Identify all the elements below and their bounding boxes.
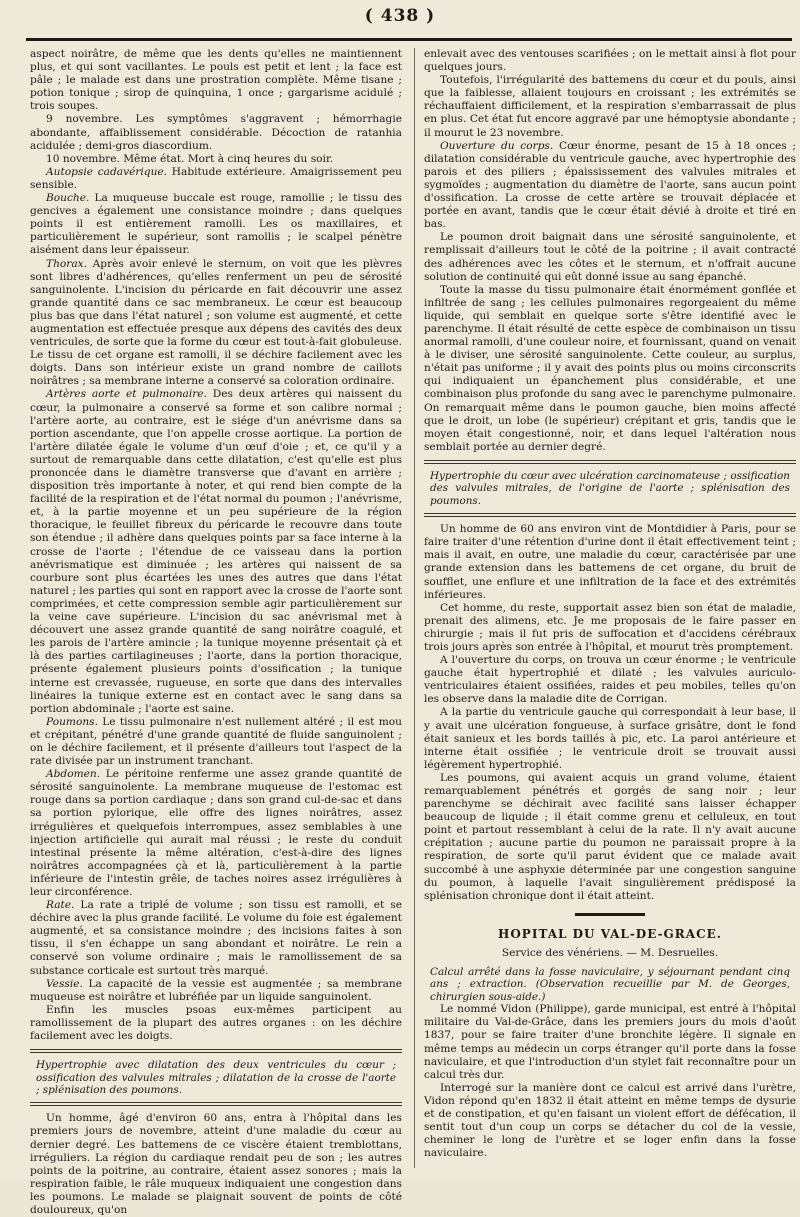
paragraph-text: Toute la masse du tissu pulmonaire était énormément gonflée et infiltrée de sang ; les cellules pulmonaires regorgeaient du même liquide, qui semblait en quelque sorte s'être identifié avec le parenchyme. Il était résulté de cette espèce de combinaison un tissu anormal ramolli, d'une couleur noire, et fournissant, quand on venait à le diviser, une sérosité sanguinolente. Cette couleur, au surplus, n'était pas uniforme ; il y avait des points plus ou moins circonscrits qui indiquaient un épanchement plus considérable, et une combinaison plus profonde du sang avec le parenchyme pulmonaire. On remarquait même dans le poumon gauche, bien moins affecté que le droit, un lobe (le supérieur) crépitant et gris, tandis que le moyen était congestionné, noir, et dans lequel l'altération nous semblait portée au dernier degré. — [424, 283, 796, 453]
paragraph-text: Les poumons, qui avaient acquis un grand volume, étaient remarquablement pénétrés et gorgés de sang noir ; leur parenchyme se déchirait avec facilité sans laisser échapper beaucoup de liquide ; il était comme grenu et celluleux, en tout point et partout ressemblant à celui de la rate. Il n'y avait aucune crépitation ; aucune partie du poumon ne paraissait propre à la respiration, de sorte qu'il parut évident que ce malade avait succombé à une asphyxie déterminée par une congestion sanguine du poumon, à laquelle l'avait singulièrement prédisposé la splénisation chronique dont il était atteint. — [424, 771, 796, 902]
paragraph — [30, 153, 402, 166]
paragraph — [30, 258, 402, 389]
page-number: ( 438 ) — [364, 6, 436, 26]
case-heading: Calcul arrêté dans la fosse naviculaire, y séjournant pendant cinq ans ; extraction. (Observation recueillie par M. de Georges, chirurgien sous-aide.) — [430, 966, 790, 1003]
paragraph — [30, 768, 402, 899]
paragraph-lead: Thorax. — [46, 257, 87, 270]
paragraph — [424, 231, 796, 283]
paragraph — [30, 1004, 402, 1043]
paragraph — [30, 166, 402, 192]
paragraph — [424, 48, 796, 74]
paragraph — [424, 654, 796, 706]
section-rule — [30, 1102, 402, 1106]
paragraph-text: Le péritoine renferme une assez grande quantité de sérosité sanguinolente. La membrane muqueuse de l'estomac est rouge dans sa portion cardiaque ; dans son grand cul-de-sac et dans sa portion pylorique, elle offre des lignes noirâtres, assez irrégulières et quelquefois interrompues, assez semblables à une injection artificielle qui aurait mal réussi ; le reste du conduit intestinal présente la même altération, c'est-à-dire des lignes noirâtres accompagnées çà et là, particulièrement à la partie inférieure de l'intestin grêle, de taches noires assez irrégulières à leur circonférence. — [30, 768, 402, 898]
paragraph-text: Interrogé sur la manière dont ce calcul est arrivé dans l'urètre, Vidon répond qu'en 1832 il était atteint en même temps de dysurie et de constipation, et qu'en faisant un violent effort de défécation, il sentit tout d'un coup un corps se détacher du col de la vessie, cheminer le long de l'urètre et se loger enfin dans la fosse naviculaire. — [424, 1081, 796, 1160]
section-heading: Hypertrophie du cœur avec ulcération carcinomateuse ; ossification des valvules mitrales, de l'origine de l'aorte ; splénisation des poumons. — [430, 469, 790, 507]
paragraph — [30, 388, 402, 715]
case-paragraphs — [424, 1003, 796, 1160]
paragraph — [30, 192, 402, 257]
paragraph — [30, 899, 402, 978]
paragraph — [30, 113, 402, 152]
right-column — [424, 48, 796, 1172]
paragraph — [424, 706, 796, 771]
paragraph-text: Enfin les muscles psoas eux-mêmes participent au ramollissement de la plupart des autres organes : on les déchire facilement avec les doigts. — [30, 1003, 402, 1043]
paragraph-text: Cœur énorme, pesant de 15 à 18 onces ; dilatation considérable du ventricule gauche, avec hypertrophie des parois et des piliers ; épaississement des valvules mitrales et sygmoïdes ; augmentation du diamètre de l'aorte, sans aucun point d'ossification. La crosse de cette artère se trouvait déplacée et portée en avant, tandis que le cœur était dévié à droite et tiré en bas. — [424, 139, 796, 231]
paragraph-text: Le nommé Vidon (Philippe), garde municipal, est entré à l'hôpital militaire du Val-de-Grâce, dans les premiers jours du mois d'août 1837, pour se faire traiter d'une bronchite légère. Il signale en même temps au médecin un corps étranger qu'il porte dans la fosse naviculaire, et que l'introduction d'un stylet fait reconnaître pour un calcul très dur. — [424, 1003, 796, 1081]
paragraph — [424, 523, 796, 602]
paragraph-text: Toutefois, l'irrégularité des battemens du cœur et du pouls, ainsi que la faiblesse, allaient toujours en croissant ; les extrémités se réchauffaient difficilement, et la respiration s'embarrassait de plus en plus. Cet état fut encore aggravé par une hémoptysie abondante ; il mourut le 23 novembre. — [424, 74, 796, 139]
left-paragraphs — [30, 48, 402, 1043]
paragraph — [424, 602, 796, 654]
paragraph — [424, 284, 796, 454]
paragraph — [30, 1112, 402, 1217]
paragraph-text: Cet homme, du reste, supportait assez bien son état de maladie, prenait des alimens, etc. Je me proposais de le faire passer en chirurgie ; mais il fut pris de suffocation et d'accidens cérébraux trois jours après son entrée à l'hôpital, et mourut très promptement. — [424, 601, 796, 653]
paragraph-text: A la partie du ventricule gauche qui correspondait à leur base, il y avait une ulcération fongueuse, à surface grisâtre, dont le fond était sanieux et les bords taillés à pic, etc. La paroi antérieure et interne était ossifiée ; le ventricule droit se trouvait aussi légèrement hypertrophié. — [424, 706, 796, 771]
paragraph — [424, 772, 796, 903]
paragraph — [424, 74, 796, 139]
paragraph-lead: Vessie. — [46, 977, 83, 990]
paragraph — [30, 716, 402, 768]
service-line: Service des vénériens. — M. Desruelles. — [501, 946, 719, 959]
paragraph-text: La capacité de la vessie est augmentée ; sa membrane muqueuse est noirâtre et lubréfiée par un liquide sanguinolent. — [30, 977, 402, 1003]
right-paragraphs — [424, 48, 796, 454]
paragraph-lead: Artères aorte et pulmonaire. — [46, 388, 207, 401]
paragraph-lead: Abdomen. — [46, 768, 101, 781]
top-rule — [26, 38, 792, 41]
separator-rule — [575, 913, 645, 916]
paragraph-text: La muqueuse buccale est rouge, ramollie ; le tissu des gencives a également une consistance moindre ; dans quelques points il est entièrement ramolli. Les os maxillaires, et particulièrement le supérieur, sont ramollis ; le scalpel pénètre aisément dans leur épaisseur. — [30, 192, 402, 257]
paragraph-text: Un homme, âgé d'environ 60 ans, entra à l'hôpital dans les premiers jours de novembre, atteint d'une maladie du cœur au dernier degré. Les battemens de ce viscère étaient tremblottans, irréguliers. La région du cardiaque rendait peu de son ; les autres points de la poitrine, au contraire, étaient assez sonores ; mais la respiration faible, le râle muqueux indiquaient une congestion dans les poumons. Le malade se plaignait souvent de points de côté douloureux, qu'on — [30, 1112, 402, 1216]
paragraph-text: Des deux artères qui naissent du cœur, la pulmonaire a conservé sa forme et son calibre normal ; l'artère aorte, au contraire, est le siége d'un anévrisme dans sa portion ascendante, que l'on appelle crosse aortique. La portion de l'artère dilatée égale le volume d'un œuf d'oie ; et, ce qu'il y a surtout de remarquable dans cette dilatation, c'est qu'elle est plus prononcée dans le diamètre transverse que d'avant en arrière ; disposition très importante à noter, et qui rend bien compte de la facilité de la respiration et de l'état normal du poumon ; l'anévrisme, et, à la partie moyenne et un peu supérieure de la région thoracique, le feuillet fibreux du péricarde le recouvre dans toute son étendue ; il adhère dans quelques points par sa face interne à la crosse de l'aorte ; l'étendue de ce vaisseau dans la portion anévrismatique est diminuée ; les artères qui naissent de sa courbure sont plus écartées les unes des autres que dans l'état naturel ; les parties qui sont en rapport avec la crosse de l'aorte sont comprimées, et cette compression semble agir particulièrement sur la veine cave supérieure. L'incision du sac anévrismal met à découvert une assez grande quantité de sang noirâtre coagulé, et les parois de l'artère amincie ; la tunique moyenne présentait çà et là des parties cartilagineuses ; l'aorte, dans la portion thoracique, présente également plusieurs points d'ossification ; la tunique interne est crevassée, rugueuse, en sorte que dans des intervalles linéaires la tunique externe est en contact avec le sang dans sa portion abdominale ; l'aorte est saine. — [30, 388, 402, 715]
paragraph-text: Après avoir enlevé le sternum, on voit que les plèvres sont libres d'adhérences, qu'elles renferment un peu de sérosité sanguinolente. L'incision du péricarde en fait découvrir une assez grande quantité dans ce sac membraneux. Le cœur est beaucoup plus bas que dans l'état naturel ; son volume est augmenté, et cette augmentation est effectuée presque aux dépens des cavités des deux ventricules, de sorte que la forme du cœur est tout-à-fait globuleuse. Le tissu de cet organe est ramolli, il se déchire facilement avec les doigts. Dans son intérieur existe un grand nombre de caillots noirâtres ; sa membrane interne a conservé sa coloration ordinaire. — [30, 257, 402, 388]
section-heading: Hypertrophie avec dilatation des deux ventricules du cœur ; ossification des valvules mitrales ; dilatation de la crosse de l'aorte ; splénisation des poumons. — [36, 1059, 396, 1096]
section-rule — [30, 1049, 402, 1053]
column-divider — [414, 48, 415, 1168]
section-rule — [424, 513, 796, 517]
paragraph-lead: Autopsie cadavérique. — [46, 165, 168, 178]
hospital-title: HOPITAL DU VAL-DE-GRACE. — [498, 926, 722, 941]
paragraph — [424, 140, 796, 232]
paragraph-text: La rate a triplé de volume ; son tissu est ramolli, et se déchire avec la plus grande facilité. Le volume du foie est également augmenté, et sa consistance moindre ; des incisions faites à son tissu, il s'en échappe un sang abondant et noirâtre. Le rein a conservé son volume ordinaire ; mais le ramollissement de sa substance corticale est surtout très marqué. — [30, 899, 402, 977]
paragraph-text: 9 novembre. Les symptômes s'aggravent ; hémorrhagie abondante, affaiblissement considérable. Décoction de ratanhia acidulée ; demi-gros diascordium. — [30, 113, 402, 152]
paragraph-lead: Ouverture du corps. — [440, 139, 554, 152]
paragraph-text: Habitude extérieure. Amaigrissement peu sensible. — [30, 165, 402, 191]
paragraph — [30, 978, 402, 1004]
paragraph-lead: Rate. — [46, 899, 75, 912]
paragraph-text: A l'ouverture du corps, on trouva un cœur énorme ; le ventricule gauche était hypertrophié et dilaté ; les valvules auriculo-ventriculaires étaient ossifiées, raides et peu mobiles, telles qu'on les observe dans la maladie dite de Corrigan. — [424, 654, 796, 706]
paragraph-text: 10 novembre. Même état. Mort à cinq heures du soir. — [46, 152, 334, 165]
paragraph-text: Un homme de 60 ans environ vint de Montdidier à Paris, pour se faire traiter d'une rétention d'urine dont il était effectivement teint ; mais il avait, en outre, une maladie du cœur, caractérisée par une grande extension dans les battemens de cet organe, du bruit de soufflet, une enflure et une infiltration de la face et des extrémités inférieures. — [424, 523, 796, 601]
paragraph — [424, 1082, 796, 1161]
right-section-paragraphs — [424, 523, 796, 903]
paragraph-lead: Bouche. — [46, 192, 90, 205]
paragraph-text: Le tissu pulmonaire n'est nullement altéré ; il est mou et crépitant, pénétré d'une grande quantité de fluide sanguinolent ; on le déchire facilement, et il présente d'ailleurs tout l'aspect de la rate divisée par un instrument tranchant. — [30, 715, 402, 768]
paragraph-text: enlevait avec des ventouses scarifiées ; on le mettait ainsi à flot pour quelques jours. — [424, 48, 796, 74]
paragraph-text: Le poumon droit baignait dans une sérosité sanguinolente, et remplissait d'ailleurs tout le côté de la poitrine ; il avait contracté des adhérences avec les côtes et le sternum, et n'offrait aucune solution de continuité qui eût donné issue au sang épanché. — [424, 231, 796, 283]
paragraph-text: aspect noirâtre, de même que les dents qu'elles ne maintiennent plus, et qui sont vacillantes. Le pouls est petit et lent ; la face est pâle ; le malade est dans une prostration complète. Même tisane ; potion tonique ; sirop de quinquina, 1 once ; gargarisme acidulé ; trois soupes. — [30, 48, 402, 113]
section-rule — [424, 460, 796, 464]
left-column — [30, 48, 402, 1216]
paragraph-lead: Poumons. — [46, 715, 98, 728]
paragraph — [424, 1003, 796, 1082]
paragraph — [30, 48, 402, 113]
left-section-paragraphs — [30, 1112, 402, 1217]
